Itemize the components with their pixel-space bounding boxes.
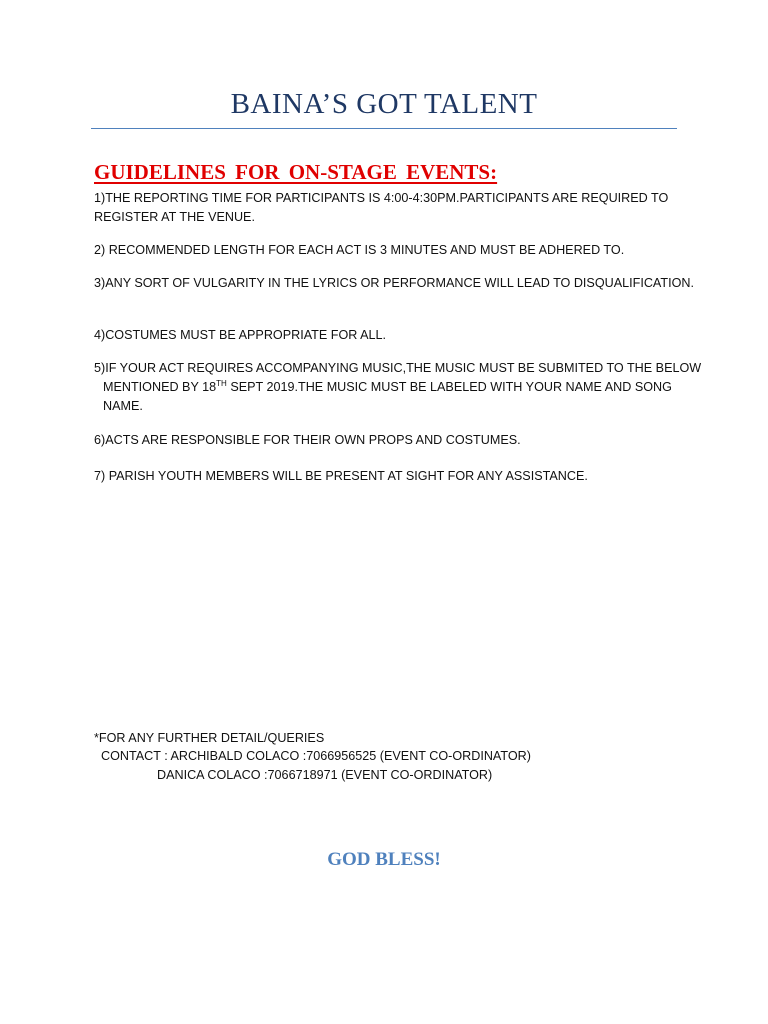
contact-intro: *FOR ANY FURTHER DETAIL/QUERIES [94, 731, 325, 745]
contact-line-archibald: CONTACT : ARCHIBALD COLACO :7066956525 (EVENT CO-ORDINATOR) [94, 749, 531, 763]
guideline-item-3: 3)ANY SORT OF VULGARITY IN THE LYRICS OR PERFORMANCE WILL LEAD TO DISQUALIFICATION. [94, 276, 694, 290]
title-divider [91, 128, 677, 129]
guideline-item-5-after: SEPT 2019.THE MUSIC MUST BE LABELED WITH YOUR NAME AND SONG NAME. [103, 380, 672, 413]
guideline-item-5 [94, 359, 703, 416]
closing-blessing: GOD BLESS! [327, 849, 441, 870]
guideline-item-2: 2) RECOMMENDED LENGTH FOR EACH ACT IS 3 MINUTES AND MUST BE ADHERED TO. [94, 243, 625, 257]
guideline-item-1: 1)THE REPORTING TIME FOR PARTICIPANTS IS 4:00-4:30PM.PARTICIPANTS ARE REQUIRED TO REGISTER AT THE VENUE. [94, 191, 669, 224]
contact-line-danica: DANICA COLACO :7066718971 (EVENT CO-ORDINATOR) [94, 768, 493, 782]
guideline-item-6: 6)ACTS ARE RESPONSIBLE FOR THEIR OWN PROPS AND COSTUMES. [94, 433, 521, 447]
document-title: BAINA’S GOT TALENT [230, 88, 538, 120]
guidelines-heading: GUIDELINES FOR ON-STAGE EVENTS: [94, 160, 498, 184]
guideline-item-7: 7) PARISH YOUTH MEMBERS WILL BE PRESENT AT SIGHT FOR ANY ASSISTANCE. [94, 469, 588, 483]
guideline-item-5-before: 5)IF YOUR ACT REQUIRES ACCOMPANYING MUSIC,THE MUSIC MUST BE SUBMITED TO THE BELOW MENTIONED BY 18 [94, 361, 702, 394]
guideline-item-5-superscript: TH [216, 378, 227, 388]
guideline-item-4: 4)COSTUMES MUST BE APPROPRIATE FOR ALL. [94, 328, 387, 342]
